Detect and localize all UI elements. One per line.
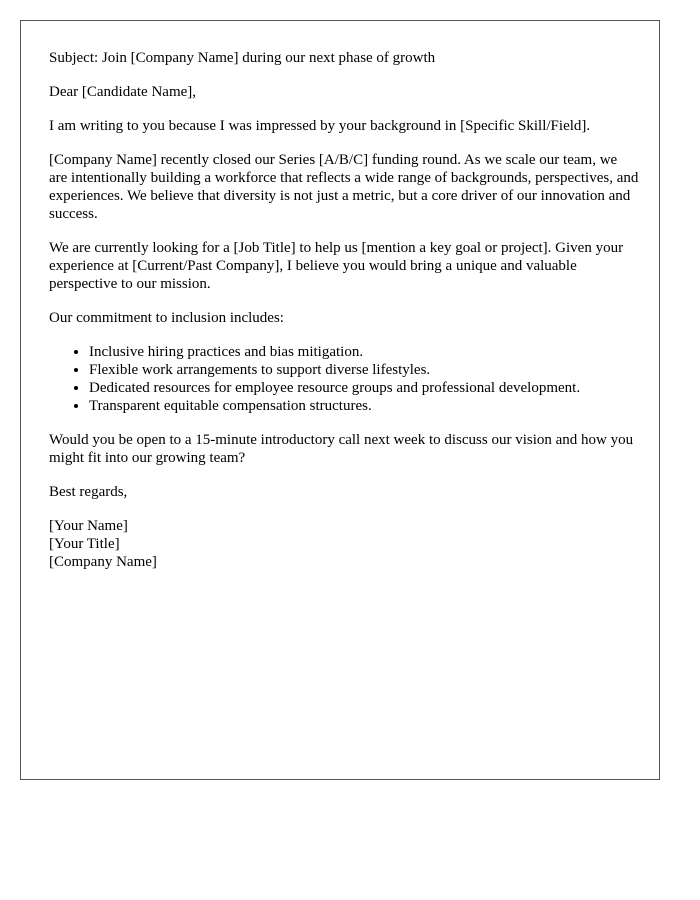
- letter-subject: Subject: Join [Company Name] during our next phase of growth: [49, 50, 436, 66]
- letter-frame: [20, 20, 660, 780]
- commitment-list-item: • Inclusive hiring practices and bias mitigation.: [89, 343, 639, 361]
- commitment-list-item: • Flexible work arrangements to support diverse lifestyles.: [89, 361, 639, 379]
- commitment-list: [49, 343, 639, 415]
- commitment-list-item: • Dedicated resources for employee resource groups and professional development.: [89, 379, 639, 397]
- signature-block: [49, 517, 639, 571]
- intro-paragraph: I am writing to you because I was impressed by your background in [Specific Skill/Field].: [49, 118, 591, 134]
- letter-greeting: Dear [Candidate Name],: [49, 84, 197, 100]
- signature-name: [Your Name]: [49, 518, 128, 534]
- signature-title: [Your Title]: [49, 536, 120, 552]
- funding-paragraph: [Company Name] recently closed our Series [A/B/C] funding round. As we scale our team, we are intentionally building a workforce that reflects a wide range of backgrounds, perspectives, and experiences. We believe that diversity is not just a metric, but a core driver of our innovation and success.: [49, 152, 639, 222]
- role-paragraph: We are currently looking for a [Job Title] to help us [mention a key goal or project]. Given your experience at [Current/Past Company], I believe you would bring a unique and valuable perspective to our mission.: [49, 240, 624, 292]
- sign-off: Best regards,: [49, 484, 128, 500]
- letter-content: [49, 49, 639, 571]
- signature-company: [Company Name]: [49, 554, 157, 570]
- call-request-paragraph: Would you be open to a 15-minute introductory call next week to discuss our vision and how you might fit into our growing team?: [49, 432, 634, 466]
- inclusion-intro: Our commitment to inclusion includes:: [49, 310, 284, 326]
- commitment-list-item: • Transparent equitable compensation structures.: [89, 397, 639, 415]
